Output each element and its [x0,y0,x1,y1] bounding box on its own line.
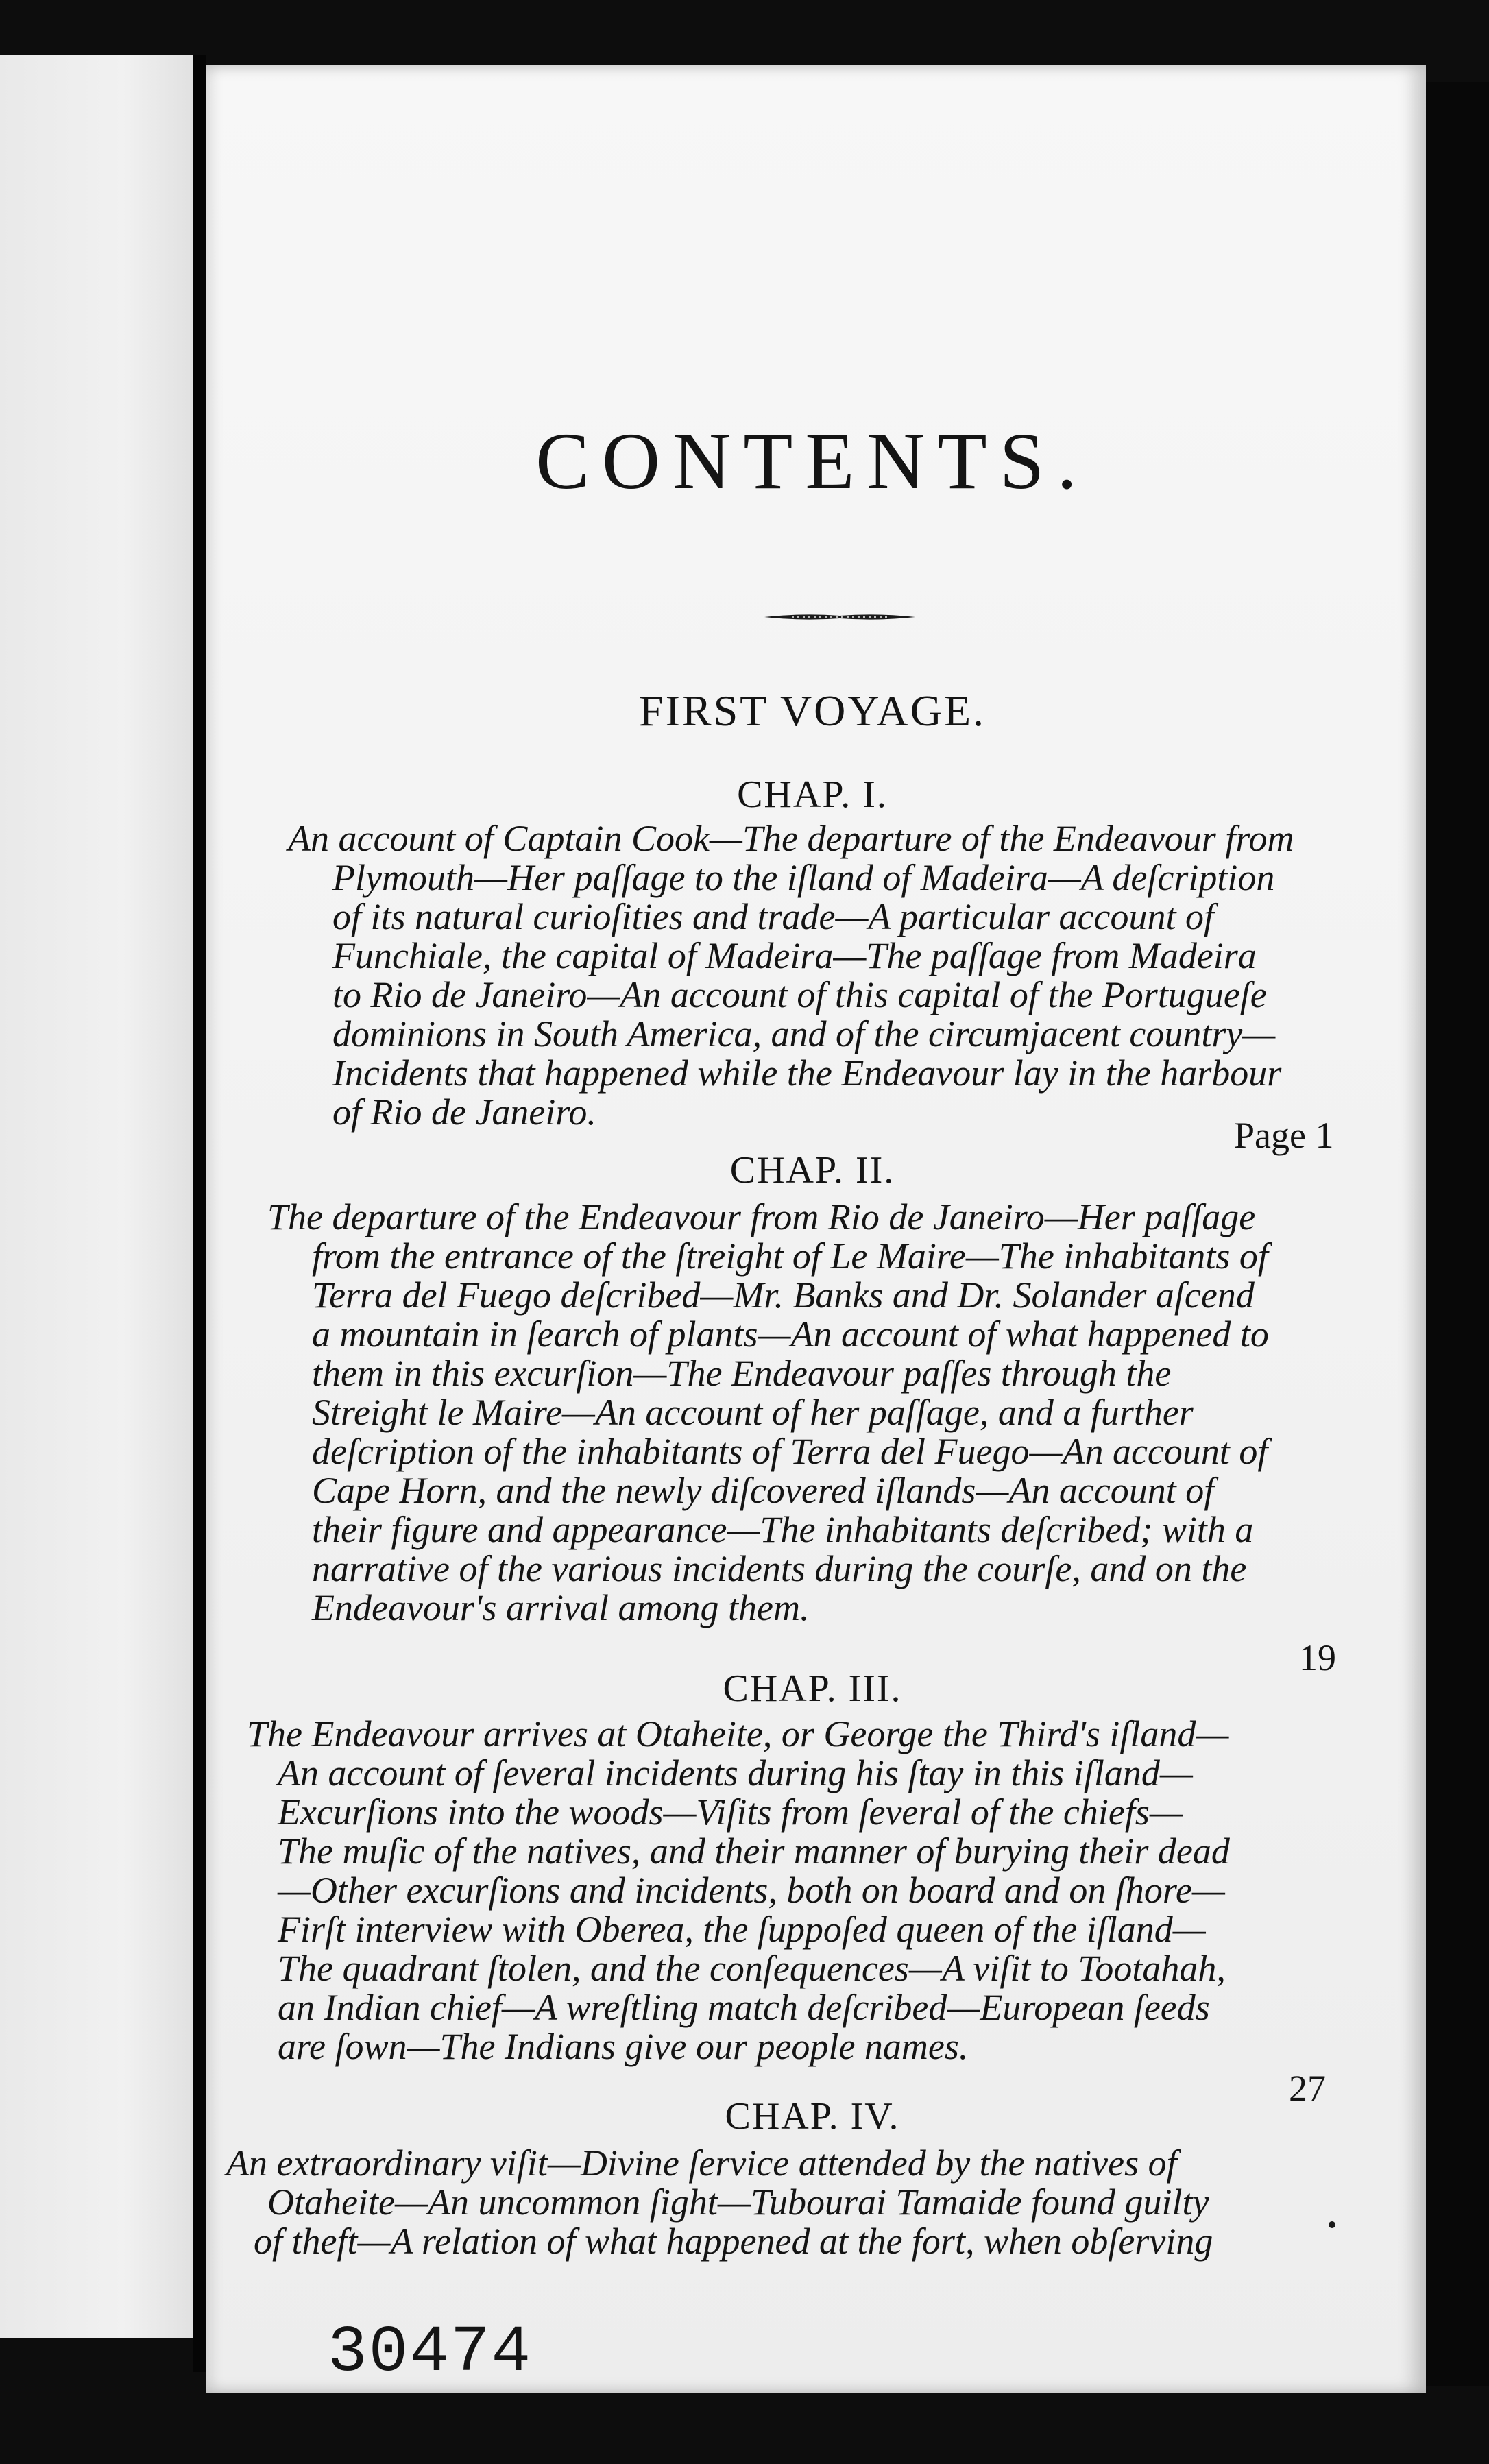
chapter-heading: CHAP. III. [723,1667,902,1710]
summary-line: Cape Horn, and the newly diſcovered iſlands—An account of [312,1470,1215,1511]
summary-line: An extraordinary viſit—Divine ſervice attended by the natives of [226,2142,1177,2184]
summary-line: narrative of the various incidents during the courſe, and on the [312,1548,1247,1589]
chapter-heading: CHAP. I. [737,773,888,816]
summary-line: deſcription of the inhabitants of Terra del Fuego—An account of [312,1431,1268,1472]
chapter-heading: CHAP. II. [729,1149,895,1192]
book-page [206,65,1426,2393]
page-reference: 19 [1299,1637,1336,1678]
chapter-summary [267,1198,1351,1628]
summary-line: are ſown—The Indians give our people names. [278,2026,969,2067]
facing-page-edge [0,55,206,2338]
catalog-number: 30474 [328,2315,533,2390]
voyage-heading: FIRST VOYAGE. [638,686,986,735]
page-reference: 27 [1289,2068,1326,2109]
book-gutter [193,55,206,2372]
chapter-summary [226,2144,1323,2261]
summary-line: The quadrant ſtolen, and the conſequences—A viſit to Tootahah, [278,1948,1226,1989]
printer-mark [1329,2221,1335,2228]
summary-line: Funchiale, the capital of Madeira—The paſſage from Madeira [332,935,1257,976]
summary-line: an Indian chief—A wreſtling match deſcribed—European ſeeds [278,1987,1210,2028]
chapter-summary [288,819,1351,1132]
page-reference: Page 1 [1234,1115,1334,1156]
summary-line: a mountain in ſearch of plants—An account of what happened to [312,1314,1269,1355]
summary-line: The departure of the Endeavour from Rio de Janeiro—Her paſſage [267,1196,1256,1237]
summary-line: Endeavour's arrival among them. [312,1587,810,1628]
summary-line: Streight le Maire—An account of her paſſage, and a further [312,1392,1194,1433]
chapter-heading: CHAP. IV. [725,2095,900,2138]
summary-line: Excurſions into the woods—Viſits from ſeveral of the chiefs— [278,1791,1183,1833]
summary-line: The Endeavour arrives at Otaheite, or George the Third's iſland— [247,1713,1229,1754]
summary-line: Terra del Fuego deſcribed—Mr. Banks and Dr. Solander aſcend [312,1275,1255,1316]
page-title: CONTENTS. [535,416,1089,506]
summary-line: their figure and appearance—The inhabitants deſcribed; with a [312,1509,1254,1550]
summary-line: of theft—A relation of what happened at the fort, when obſerving [254,2221,1213,2262]
summary-line: The muſic of the natives, and their manner of burying their dead [278,1831,1230,1872]
summary-line: Incidents that happened while the Endeavour lay in the harbour [332,1052,1282,1094]
ornament-rule [764,612,915,622]
summary-line: of Rio de Janeiro. [332,1091,596,1133]
summary-line: them in this excurſion—The Endeavour paſſes through the [312,1353,1172,1394]
summary-line: An account of Captain Cook—The departure of the Endeavour from [288,818,1294,859]
summary-line: An account of ſeveral incidents during his ſtay in this iſland— [278,1752,1193,1793]
summary-line: Plymouth—Her paſſage to the iſland of Madeira—A deſcription [332,857,1275,898]
summary-line: Firſt interview with Oberea, the ſuppoſed queen of the iſland— [278,1909,1206,1950]
summary-line: —Other excurſions and incidents, both on board and on ſhore— [278,1870,1225,1911]
summary-line: Otaheite—An uncommon ſight—Tubourai Tamaide found guilty [267,2182,1209,2223]
summary-line: from the entrance of the ſtreight of Le Maire—The inhabitants of [312,1235,1268,1277]
chapter-summary [247,1715,1351,2066]
summary-line: of its natural curioſities and trade—A particular account of [332,896,1214,937]
summary-line: to Rio de Janeiro—An account of this capital of the Portugueſe [332,974,1267,1015]
summary-line: dominions in South America, and of the circumjacent country— [332,1013,1276,1054]
right-page-shadow [1425,82,1489,2386]
